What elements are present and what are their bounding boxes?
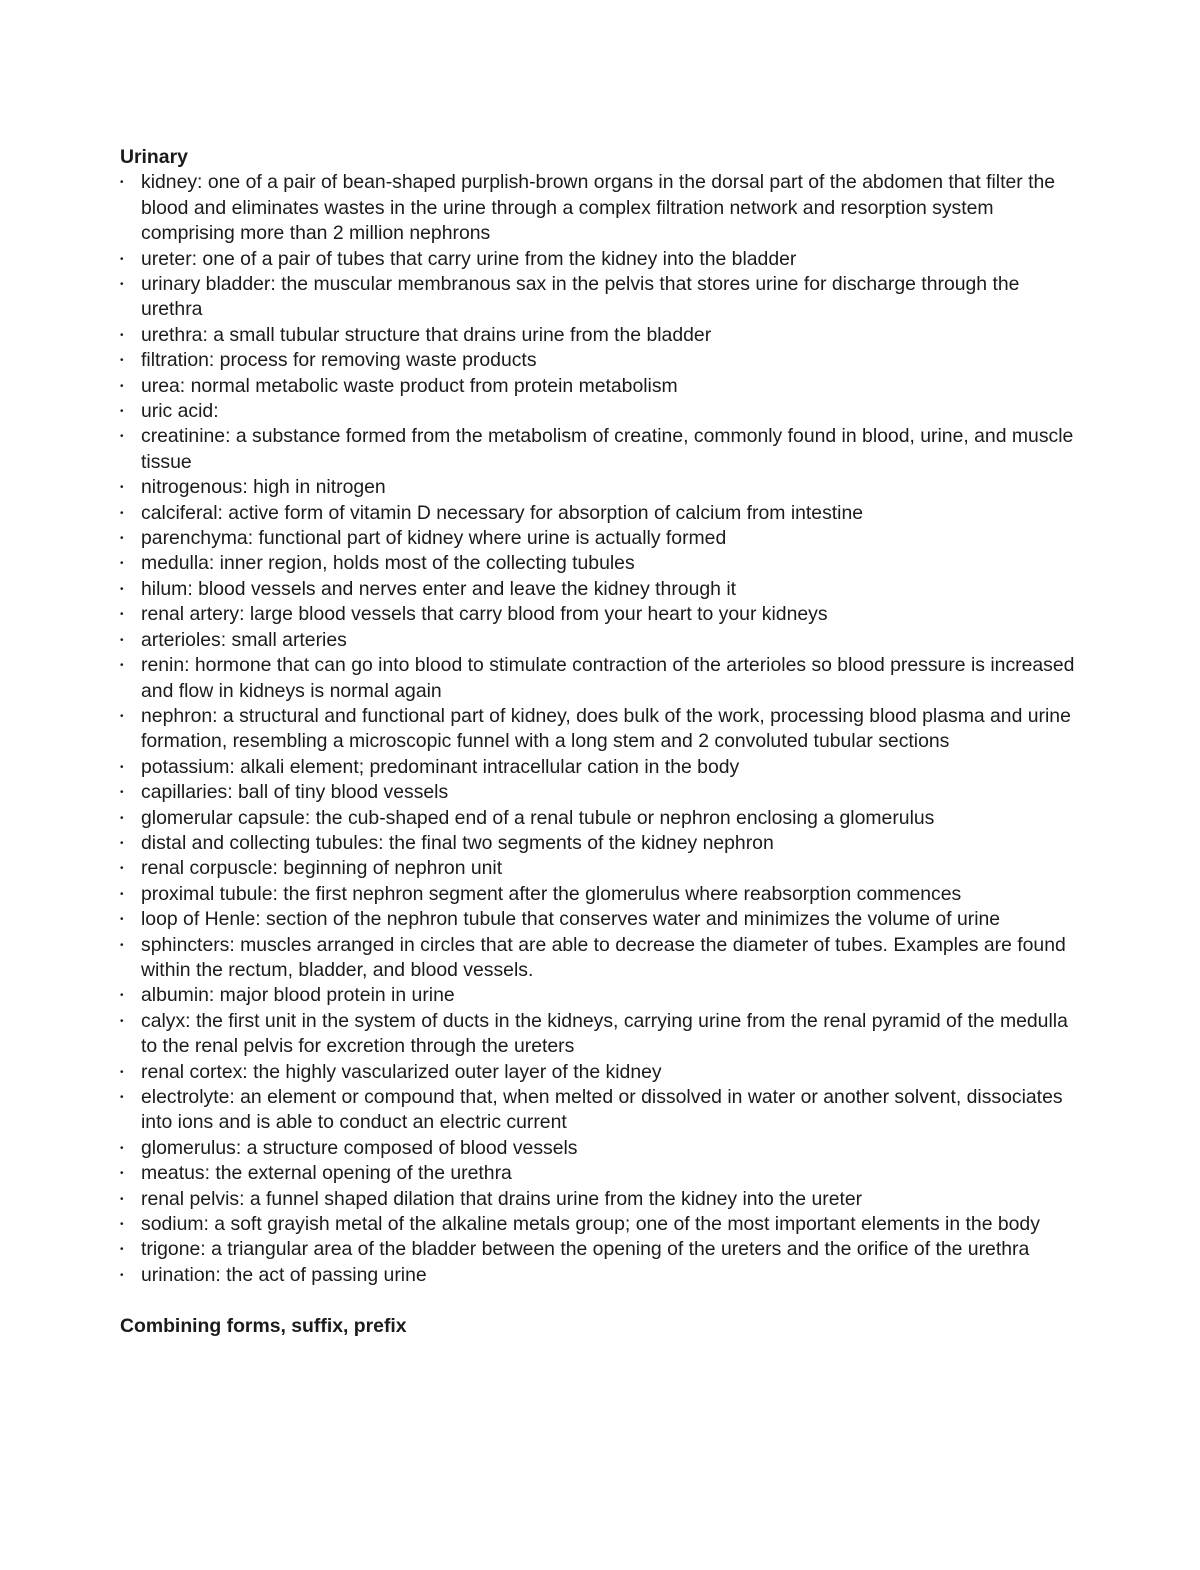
term-list-item bbox=[120, 1161, 1085, 1186]
term-text: urethra: a small tubular structure that drains urine from the bladder bbox=[141, 323, 712, 346]
bullet-icon: • bbox=[120, 863, 124, 875]
term-list-item bbox=[120, 551, 1085, 576]
term-text: arterioles: small arteries bbox=[141, 628, 347, 651]
urinary-term-list bbox=[120, 170, 1085, 1288]
bullet-icon: • bbox=[120, 1092, 124, 1104]
bullet-icon: • bbox=[120, 380, 124, 392]
term-text: renal corpuscle: beginning of nephron unit bbox=[141, 857, 503, 880]
term-text: sodium: a soft grayish metal of the alkaline metals group; one of the most important elements in the body bbox=[141, 1213, 1040, 1236]
term-list-item bbox=[120, 1187, 1085, 1212]
term-list-item bbox=[120, 1263, 1085, 1288]
term-text: calyx: the first unit in the system of ducts in the kidneys, carrying urine from the renal pyramid of the medulla to the renal pelvis for excretion through the ureters bbox=[141, 1009, 1068, 1058]
term-list-item bbox=[120, 323, 1085, 348]
term-text: electrolyte: an element or compound that, when melted or dissolved in water or another solvent, dissociates into ions and is able to conduct an electric current bbox=[141, 1086, 1063, 1134]
bullet-icon: • bbox=[120, 634, 124, 646]
bullet-icon: • bbox=[120, 914, 124, 926]
term-text: hilum: blood vessels and nerves enter and leave the kidney through it bbox=[141, 577, 737, 600]
term-list-item bbox=[120, 755, 1085, 780]
term-text: renal artery: large blood vessels that carry blood from your heart to your kidneys bbox=[141, 603, 828, 626]
term-list-item bbox=[120, 577, 1085, 602]
bullet-icon: • bbox=[120, 939, 124, 951]
bullet-icon: • bbox=[120, 1142, 124, 1154]
section-title-combining-forms: Combining forms, suffix, prefix bbox=[120, 1314, 407, 1337]
term-text: sphincters: muscles arranged in circles that are able to decrease the diameter of tubes. Examples are found within the rectum, bladder, and blood vessels. bbox=[141, 933, 1066, 981]
bullet-icon: • bbox=[120, 837, 124, 849]
term-text: renal pelvis: a funnel shaped dilation that drains urine from the kidney into the ureter bbox=[141, 1187, 863, 1210]
term-list-item bbox=[120, 983, 1085, 1008]
term-text: potassium: alkali element; predominant intracellular cation in the body bbox=[141, 755, 740, 778]
term-text: urination: the act of passing urine bbox=[141, 1263, 427, 1286]
bullet-icon: • bbox=[120, 1193, 124, 1205]
term-list-item bbox=[120, 882, 1085, 907]
term-text: distal and collecting tubules: the final two segments of the kidney nephron bbox=[141, 831, 774, 854]
term-list-item bbox=[120, 653, 1085, 704]
term-text: proximal tubule: the first nephron segment after the glomerulus where reabsorption commences bbox=[141, 882, 962, 905]
term-list-item bbox=[120, 475, 1085, 500]
term-text: urinary bladder: the muscular membranous sax in the pelvis that stores urine for discharge through the urethra bbox=[141, 273, 1020, 321]
term-list-item bbox=[120, 1085, 1085, 1136]
term-text: renal cortex: the highly vascularized outer layer of the kidney bbox=[141, 1060, 662, 1083]
term-text: meatus: the external opening of the urethra bbox=[141, 1162, 512, 1185]
term-list-item bbox=[120, 399, 1085, 424]
term-list-item bbox=[120, 780, 1085, 805]
term-text: renin: hormone that can go into blood to stimulate contraction of the arterioles so blood pressure is increased and flow in kidneys is normal again bbox=[141, 654, 1075, 702]
term-list-item bbox=[120, 907, 1085, 932]
term-text: parenchyma: functional part of kidney where urine is actually formed bbox=[141, 527, 727, 550]
bullet-icon: • bbox=[120, 533, 124, 545]
term-list-item bbox=[120, 348, 1085, 373]
term-list-item bbox=[120, 424, 1085, 475]
bullet-icon: • bbox=[120, 787, 124, 799]
term-list-item bbox=[120, 933, 1085, 984]
section-title-urinary: Urinary bbox=[120, 146, 188, 168]
bullet-icon: • bbox=[120, 990, 124, 1002]
term-text: capillaries: ball of tiny blood vessels bbox=[141, 781, 449, 804]
term-list-item bbox=[120, 526, 1085, 551]
bullet-icon: • bbox=[120, 609, 124, 621]
term-text: albumin: major blood protein in urine bbox=[141, 984, 455, 1007]
term-text: uric acid: bbox=[141, 400, 219, 423]
term-list-item bbox=[120, 856, 1085, 881]
bullet-icon: • bbox=[120, 1066, 124, 1078]
term-list-item bbox=[120, 704, 1085, 755]
term-text: trigone: a triangular area of the bladder between the opening of the ureters and the orifice of the urethra bbox=[141, 1238, 1030, 1261]
term-text: calciferal: active form of vitamin D necessary for absorption of calcium from intestine bbox=[141, 501, 864, 524]
bullet-icon: • bbox=[120, 279, 124, 291]
term-list-item bbox=[120, 1009, 1085, 1060]
term-text: kidney: one of a pair of bean-shaped purplish-brown organs in the dorsal part of the abdomen that filter the blood and eliminates wastes in the urine through a complex filtration network and resorption system comprising more than 2 million nephrons bbox=[141, 171, 1056, 245]
term-text: glomerular capsule: the cub-shaped end of a renal tubule or nephron enclosing a glomerulus bbox=[141, 806, 935, 829]
bullet-icon: • bbox=[120, 431, 124, 443]
term-list-item bbox=[120, 1237, 1085, 1262]
term-text: loop of Henle: section of the nephron tubule that conserves water and minimizes the volume of urine bbox=[141, 908, 1001, 931]
document-content bbox=[120, 145, 1085, 1339]
term-list-item bbox=[120, 1060, 1085, 1085]
term-text: glomerulus: a structure composed of blood vessels bbox=[141, 1136, 578, 1159]
bullet-icon: • bbox=[120, 253, 124, 265]
term-text: nephron: a structural and functional part of kidney, does bulk of the work, processing blood plasma and urine formation, resembling a microscopic funnel with a long stem and 2 convoluted tubular sections bbox=[141, 704, 1071, 753]
term-text: nitrogenous: high in nitrogen bbox=[141, 476, 386, 499]
bullet-icon: • bbox=[120, 660, 124, 672]
bullet-icon: • bbox=[120, 812, 124, 824]
term-text: filtration: process for removing waste products bbox=[141, 349, 537, 372]
bullet-icon: • bbox=[120, 507, 124, 519]
bullet-icon: • bbox=[120, 406, 124, 418]
term-list-item bbox=[120, 602, 1085, 627]
bullet-icon: • bbox=[120, 1244, 124, 1256]
term-text: ureter: one of a pair of tubes that carry urine from the kidney into the bladder bbox=[141, 247, 797, 270]
bullet-icon: • bbox=[120, 1269, 124, 1281]
bullet-icon: • bbox=[120, 888, 124, 900]
bullet-icon: • bbox=[120, 710, 124, 722]
bullet-icon: • bbox=[120, 583, 124, 595]
section-spacer bbox=[120, 1288, 1085, 1313]
bullet-icon: • bbox=[120, 177, 124, 189]
term-list-item bbox=[120, 806, 1085, 831]
term-list-item bbox=[120, 1212, 1085, 1237]
bullet-icon: • bbox=[120, 1168, 124, 1180]
term-list-item bbox=[120, 170, 1085, 246]
bullet-icon: • bbox=[120, 761, 124, 773]
term-list-item bbox=[120, 247, 1085, 272]
bullet-icon: • bbox=[120, 482, 124, 494]
term-text: creatinine: a substance formed from the metabolism of creatine, commonly found in blood, urine, and muscle tissue bbox=[141, 425, 1074, 473]
term-text: medulla: inner region, holds most of the collecting tubules bbox=[141, 552, 635, 575]
term-list-item bbox=[120, 831, 1085, 856]
term-list-item bbox=[120, 628, 1085, 653]
term-list-item bbox=[120, 374, 1085, 399]
bullet-icon: • bbox=[120, 355, 124, 367]
term-list-item bbox=[120, 1136, 1085, 1161]
bullet-icon: • bbox=[120, 329, 124, 341]
term-list-item bbox=[120, 501, 1085, 526]
term-text: urea: normal metabolic waste product from protein metabolism bbox=[141, 374, 678, 397]
bullet-icon: • bbox=[120, 1219, 124, 1231]
bullet-icon: • bbox=[120, 558, 124, 570]
term-list-item bbox=[120, 272, 1085, 323]
bullet-icon: • bbox=[120, 1015, 124, 1027]
